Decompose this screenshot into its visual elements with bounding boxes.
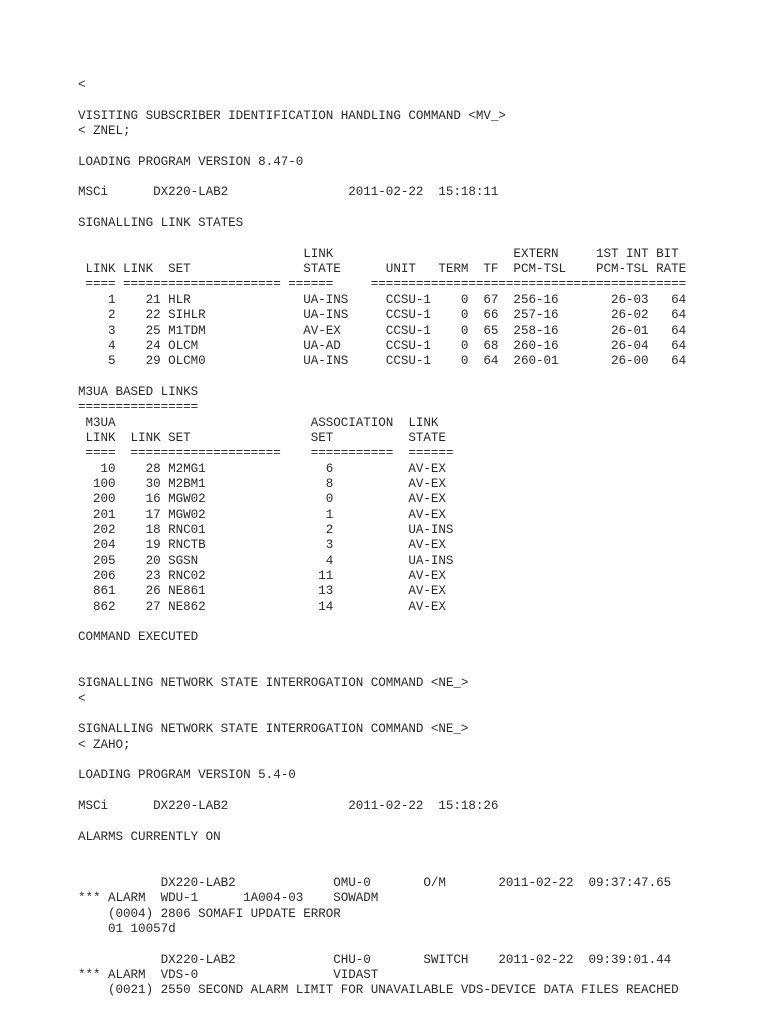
terminal-line: ==== ==================== =========== ======	[78, 446, 454, 461]
terminal-line: 10 28 M2MG1 6 AV-EX	[78, 461, 446, 476]
terminal-line: 862 27 NE862 14 AV-EX	[78, 599, 446, 614]
terminal-line: ALARMS CURRENTLY ON	[78, 829, 221, 844]
terminal-output	[78, 78, 686, 999]
terminal-line: 01 10057d	[78, 921, 176, 936]
terminal-line: < ZNEL;	[78, 124, 131, 139]
terminal-line: 100 30 M2BM1 8 AV-EX	[78, 476, 446, 491]
terminal-line: <	[78, 78, 86, 92]
terminal-line: 4 24 OLCM UA-AD CCSU-1 0 68 260-16 26-04 64	[78, 338, 687, 353]
terminal-line: ================	[78, 400, 199, 415]
terminal-line: LOADING PROGRAM VERSION 8.47-0	[78, 154, 304, 169]
terminal-line: LINK LINK SET STATE UNIT TERM TF PCM-TSL PCM-TSL RATE	[78, 262, 687, 277]
terminal-line: 202 18 RNC01 2 UA-INS	[78, 522, 454, 537]
terminal-line: M3UA BASED LINKS	[78, 384, 199, 399]
terminal-line: LOADING PROGRAM VERSION 5.4-0	[78, 768, 296, 783]
terminal-line: 2 22 SIHLR UA-INS CCSU-1 0 66 257-16 26-02 64	[78, 308, 687, 323]
terminal-line: MSCi DX220-LAB2 2011-02-22 15:18:26	[78, 799, 499, 814]
terminal-line: 3 25 M1TDM AV-EX CCSU-1 0 65 258-16 26-01 64	[78, 323, 687, 338]
terminal-line: 861 26 NE861 13 AV-EX	[78, 584, 446, 599]
terminal-line: DX220-LAB2 OMU-0 O/M 2011-02-22 09:37:47.65	[78, 875, 672, 890]
terminal-line: 1 21 HLR UA-INS CCSU-1 0 67 256-16 26-03 64	[78, 292, 687, 307]
terminal-line: < ZAHO;	[78, 737, 131, 752]
terminal-line: M3UA ASSOCIATION LINK	[78, 415, 439, 430]
terminal-line: VISITING SUBSCRIBER IDENTIFICATION HANDLING COMMAND <MV_>	[78, 108, 506, 123]
terminal-line: COMMAND EXECUTED	[78, 630, 199, 645]
terminal-line: DX220-LAB2 CHU-0 SWITCH 2011-02-22 09:39:01.44	[78, 952, 672, 967]
terminal-line: *** ALARM WDU-1 1A004-03 SOWADM	[78, 891, 379, 906]
terminal-line: MSCi DX220-LAB2 2011-02-22 15:18:11	[78, 185, 499, 200]
terminal-line: 5 29 OLCM0 UA-INS CCSU-1 0 64 260-01 26-00 64	[78, 354, 687, 369]
terminal-line: 200 16 MGW02 0 AV-EX	[78, 492, 446, 507]
terminal-line: SIGNALLING LINK STATES	[78, 216, 244, 231]
terminal-line: (0021) 2550 SECOND ALARM LIMIT FOR UNAVAILABLE VDS-DEVICE DATA FILES REACHED	[78, 983, 679, 998]
terminal-line: SIGNALLING NETWORK STATE INTERROGATION COMMAND <NE_>	[78, 722, 469, 737]
terminal-line: 206 23 RNC02 11 AV-EX	[78, 569, 446, 583]
terminal-line: ==== ===================== ====== ==========================================	[78, 277, 687, 292]
terminal-line: 201 17 MGW02 1 AV-EX	[78, 507, 446, 522]
terminal-line: LINK EXTERN 1ST INT BIT	[78, 246, 679, 261]
terminal-line: 204 19 RNCTB 3 AV-EX	[78, 538, 446, 553]
terminal-line: LINK LINK SET SET STATE	[78, 430, 446, 445]
terminal-line: 205 20 SGSN 4 UA-INS	[78, 553, 454, 568]
terminal-line: (0004) 2806 SOMAFI UPDATE ERROR	[78, 906, 341, 921]
terminal-line: <	[78, 691, 86, 706]
terminal-line: *** ALARM VDS-0 VIDAST	[78, 967, 379, 982]
terminal-line: SIGNALLING NETWORK STATE INTERROGATION COMMAND <NE_>	[78, 676, 469, 691]
